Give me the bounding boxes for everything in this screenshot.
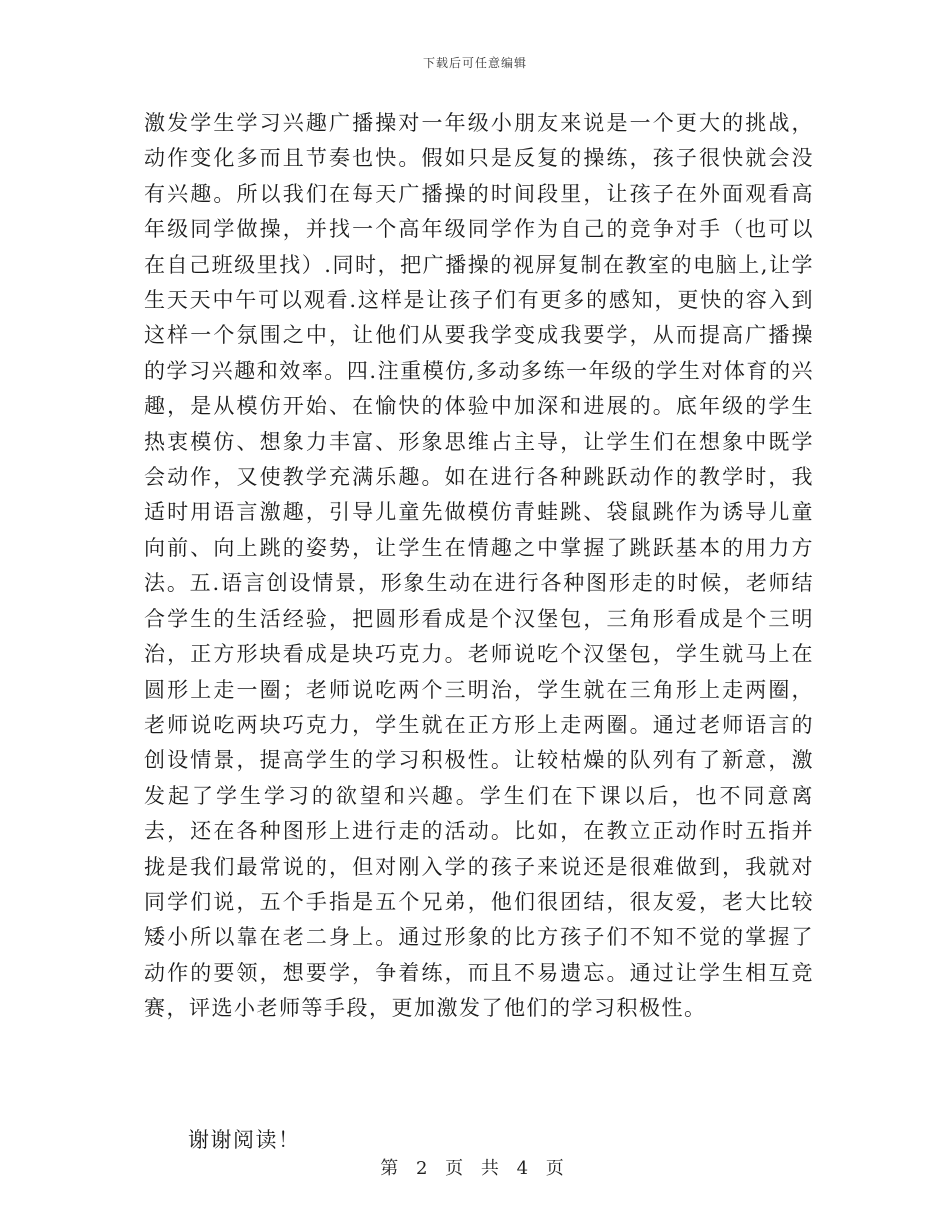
page-header: 下载后可任意编辑 xyxy=(422,56,527,70)
closing-line: 谢谢阅读！ xyxy=(188,1128,301,1152)
body-paragraph: 激发学生学习兴趣广播操对一年级小朋友来说是一个更大的挑战，动作变化多而且节奏也快。假如只是反复的操练，孩子很快就会没有兴趣。所以我们在每天广播操的时间段里，让孩子在外面观看高年级同学做操，并找一个高年级同学作为自己的竞争对手（也可以在自己班级里找）.同时，把广播操的视屏复制在教室的电脑上,让学生天天中午可以观看.这样是让孩子们有更多的感知，更快的容入到这样一个氛围之中，让他们从要我学变成我要学，从而提高广播操的学习兴趣和效率。四.注重模仿,多动多练一年级的学生对体育的兴趣，是从模仿开始、在愉快的体验中加深和进展的。底年级的学生热衷模仿、想象力丰富、形象思维占主导，让学生们在想象中既学会动作，又使教学充满乐趣。如在进行各种跳跃动作的教学时，我适时用语言激趣，引导儿童先做模仿青蛙跳、袋鼠跳作为诱导儿童向前、向上跳的姿势，让学生在情趣之中掌握了跳跃基本的用力方法。五.语言创设情景，形象生动在进行各种图形走的时候，老师结合学生的生活经验，把圆形看成是个汉堡包，三角形看成是个三明治，正方形块看成是块巧克力。老师说吃个汉堡包，学生就马上在圆形上走一圈；老师说吃两个三明治，学生就在三角形上走两圈，老师说吃两块巧克力，学生就在正方形上走两圈。通过老师语言的创设情景，提高学生的学习积极性。让较枯燥的队列有了新意，激发起了学生学习的欲望和兴趣。学生们在下课以后，也不同意离去，还在各种图形上进行走的活动。比如，在教立正动作时五指并拢是我们最常说的，但对刚入学的孩子来说还是很难做到，我就对同学们说，五个手指是五个兄弟，他们很团结，很友爱，老大比较矮小所以靠在老二身上。通过形象的比方孩子们不知不觉的掌握了动作的要领，想要学，争着练，而且不易遗忘。通过让学生相互竞赛，评选小老师等手段，更加激发了他们的学习积极性。 xyxy=(144,111,814,1021)
page-footer: 第 2 页 共 4 页 xyxy=(380,1158,570,1179)
